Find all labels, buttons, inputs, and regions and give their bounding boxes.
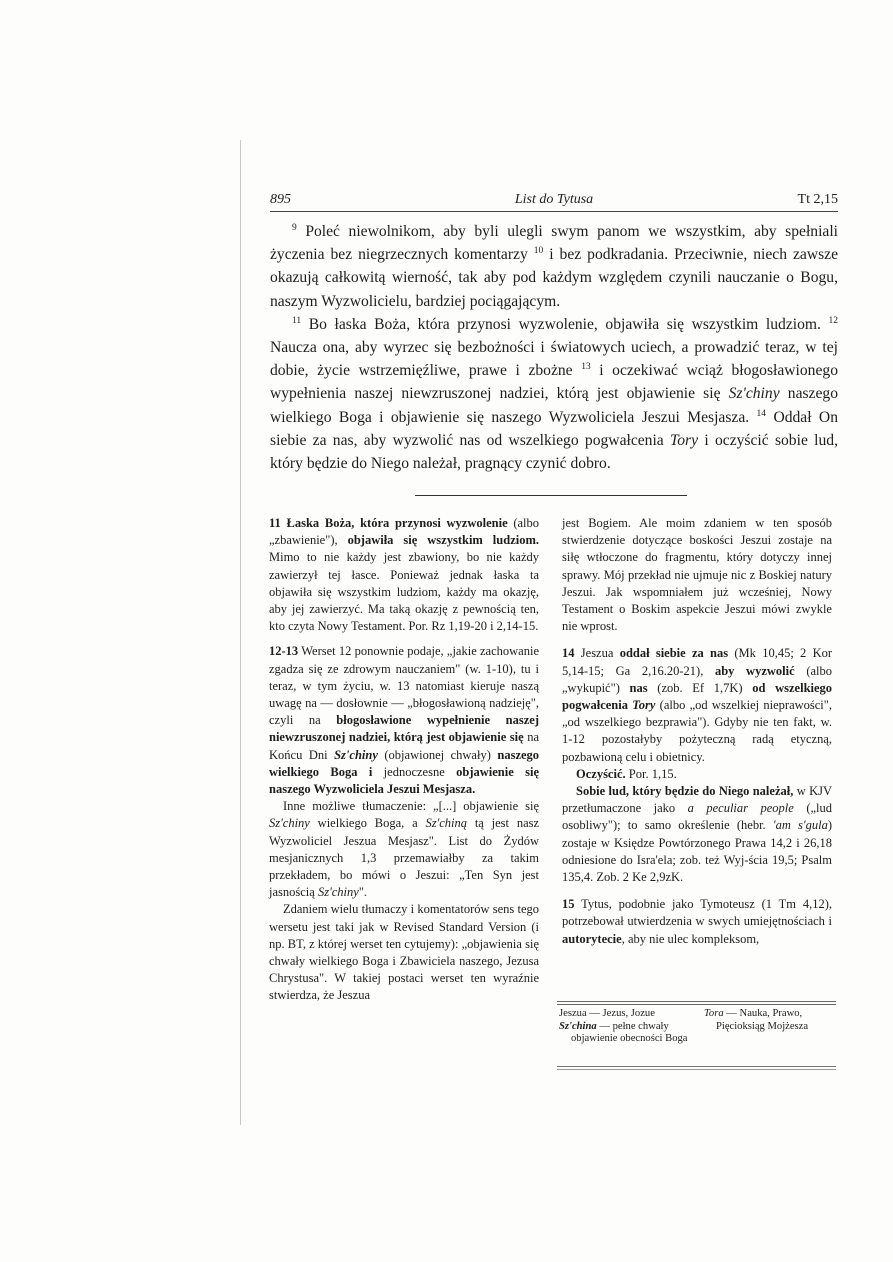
verse-9: Poleć niewolnikom, aby byli ulegli swym panom we wszystkim, aby spełniali życzenia bez niegrzecznych komentarzy — [270, 223, 838, 264]
glossary-term: Tora — [704, 1008, 724, 1019]
note-12-13-alternative — [269, 798, 539, 901]
note-keyword: autorytecie — [562, 931, 622, 946]
glossary-rule — [557, 1066, 836, 1067]
page-number: 895 — [270, 192, 291, 207]
running-header — [270, 192, 838, 210]
note-15 — [562, 896, 832, 948]
note-term: 'am s'gula — [772, 818, 828, 833]
verse-14: Oddał On siebie za nas, aby wyzwolić nas od wszelkiego pogwałcenia — [270, 408, 838, 449]
scripture-text — [270, 220, 838, 475]
note-keyword: od wszelkiego pogwałcenia — [562, 680, 833, 713]
term-shekhina: Sz'chiny — [728, 385, 780, 403]
book-title: List do Tytusa — [514, 192, 594, 207]
note-text: Por. 1,15. — [628, 766, 677, 781]
verse-number: 14 — [756, 408, 767, 419]
verse-number: 10 — [533, 246, 544, 257]
note-label: 14 — [562, 646, 575, 661]
note-11 — [269, 515, 539, 635]
glossary-term: Sz'china — [559, 1020, 597, 1032]
verse-number: 11 — [292, 315, 302, 326]
note-text: Mimo to nie każdy jest zbawiony, bo nie każdy zawierzył tej łasce. Ponieważ jednak łaska ta objawiła się wszystkim ludziom, każdy ma okazję, aby jej zawierzyć. Ma taką okazję z pewnością ten, kto czyta Nowy Testament. Por. Rz 1,19-20 i 2,14-15. — [269, 550, 539, 634]
verse-11: Bo łaska Boża, która przynosi wyzwolenie, objawiła się wszystkim ludziom. — [308, 315, 821, 333]
verse-13-end: naszego wielkiego Boga i objawienie się naszego Wyzwoliciela Jeszui Mesjasza. — [270, 385, 838, 426]
verse-number: 12 — [828, 315, 838, 326]
verse-12: Naucza ona, aby wyrzec się bezbożności i światowych uciech, a prowadzić teraz, w tej dobie, życie wstrzemięźliwe, prawe i zbożne — [270, 339, 838, 380]
note-keyword: Sobie lud, który będzie do Niego należał, — [576, 784, 794, 799]
note-text: (objawionej chwały) — [384, 747, 491, 762]
note-keyword: objawienie się naszego Wyzwoliciela Jeszui Mesjasza. — [269, 764, 540, 797]
note-keyword: nas — [629, 680, 648, 695]
note-text: wielkiego Boga, a — [317, 816, 418, 831]
glossary-definition: — Nauka, Prawo, Pięcioksiąg Mojżesza — [716, 1008, 809, 1032]
note-text: ". — [358, 885, 368, 900]
glossary-entry-szchina — [559, 1021, 699, 1046]
note-12-13 — [269, 643, 539, 798]
chapter-verse-reference: Tt 2,15 — [797, 192, 838, 207]
commentary-right-column — [562, 515, 832, 948]
note-text: tą jest nasz Wyzwoliciel Jeszua Mesjasz". List do Żydów mesjanicznych 1,3 przemawiałby za takim przekładem, bo mówi o Jeszui: „Ten Syn jest jasnością — [269, 816, 540, 900]
glossary-entry-jeszua: Jeszua — Jezus, Jozue — [559, 1008, 655, 1019]
note-term: Sz'chiny — [269, 816, 310, 831]
note-keyword: Sz'chiny — [334, 747, 378, 762]
note-text: Tytus, podobnie jako Tymoteusz (1 Tm 4,12), potrzebował utwierdzenia w swych umiejętnościach i — [562, 897, 832, 929]
note-text: ) zostaje w Księdze Powtórzonego Prawa 14,2 i 26,18 odniesione do Isra'ela; zob. też Wyj-ścia 19,5; Psalm 135,4. Zob. 2 Ke 2,9zK. — [562, 818, 832, 885]
glossary-rule — [557, 1069, 836, 1070]
note-keyword: naszego wielkiego Boga i — [269, 747, 540, 779]
note-label: 15 — [562, 897, 575, 912]
glossary-entry-tora — [704, 1008, 836, 1033]
scan-edge-line — [240, 140, 241, 1125]
note-text: Werset 12 ponownie podaje, „jakie zachowanie zgadza się ze zdrowym nauczaniem" (w. 1-10), tu i teraz, w tym życiu, w. 13 natomiast kieruje naszą uwagę na — dosłownie — „błogosławioną nadzieję", czyli na — [269, 644, 539, 728]
note-12-13-translators: Zdaniem wielu tłumaczy i komentatorów sens tego wersetu jest taki jak w Revised Standard Version (i np. BT, z której werset ten cytujemy): „objawienia się chwały wielkiego Boga i Zbawiciela naszego, Jezusa Chrystusa". W takiej postaci werset ten wyraźnie stwierdza, że Jeszua — [269, 902, 539, 1003]
note-keyword: objawiła się wszystkim ludziom. — [347, 533, 539, 548]
note-text: jednoczesne — [383, 764, 445, 779]
verse-10: i bez podkradania. Przeciwnie, niech zawsze okazują całkowitą wierność, tak aby pod każdym względem czynili nauczanie o Bogu, naszym Wyzwolicielu, bardziej pociągającym. — [270, 246, 838, 310]
note-text: (albo „wykupić") — [562, 663, 832, 695]
note-text: Inne możliwe tłumaczenie: „[...] objawienie się — [283, 799, 539, 814]
note-term: a peculiar people — [687, 801, 794, 816]
note-keyword: aby wyzwolić — [714, 663, 795, 678]
note-keyword: Tory — [632, 698, 656, 713]
note-keyword: Łaska Boża, która przynosi wyzwolenie — [286, 516, 508, 530]
verse-number: 9 — [292, 223, 297, 233]
note-text: w KJV przetłumaczone jako — [562, 784, 833, 816]
header-rule — [270, 211, 838, 212]
note-text: , aby nie ulec kompleksom, — [621, 931, 760, 946]
note-keyword: błogosławione wypełnienie naszej niewzruszonej nadziei, którą jest objawienie się — [269, 713, 539, 745]
term-tora: Tory — [670, 431, 699, 449]
note-text: (Mk 10,45; 2 Kor 5,14-15; Ga 2,16.20-21), — [562, 646, 833, 678]
glossary-rule — [557, 1004, 836, 1005]
note-14 — [562, 645, 832, 765]
verse-14-end: i oczyścić sobie lud, który będzie do Niego należał, pragnący czynić dobro. — [270, 431, 838, 473]
note-term: Sz'chiny — [317, 885, 359, 900]
note-text: („lud osobliwy"); to samo określenie (hebr. — [562, 801, 832, 833]
text-commentary-separator — [415, 495, 687, 496]
verse-13: i oczekiwać wciąż błogosławionego wypełnienia naszej niewzruszonej nadziei, którą jest objawienie się — [270, 362, 838, 403]
glossary-definition: — pełne chwały objawienie obecności Boga — [571, 1020, 688, 1045]
note-label: 11 — [269, 516, 281, 530]
note-12-13-continued: jest Bogiem. Ale moim zdaniem w ten sposób stwierdzenie dotyczące boskości Jeszui zostaje na siłę wtłoczone do fragmentu, który dotyczy innej sprawy. Mój przekład nie ujmuje nic z Boskiej natury Jeszui. Jak wspomniałem już wcześniej, Nowy Testament o Boskim aspekcie Jeszui mówi zwykle nie wprost. — [562, 516, 832, 634]
note-keyword: oddał siebie za nas — [619, 646, 729, 661]
note-keyword: Oczyścić. — [576, 766, 626, 781]
commentary-left-column — [269, 515, 539, 1005]
glossary-right — [704, 1008, 836, 1033]
paragraph-verses-9-10 — [270, 220, 838, 313]
note-text: (zob. Ef 1,7K) — [657, 680, 743, 695]
verse-number: 13 — [581, 362, 591, 373]
note-text: (albo „od wszelkiej nieprawości", „od wszelkiego bezprawia"). Gdyby nie ten fakt, w. 1-12 pozostałyby pożyteczną radą etyczną, pozbawioną celu i obietnicy. — [562, 698, 833, 764]
note-text: (albo „zbawienie"), — [269, 516, 540, 548]
note-text: na Końcu Dni — [269, 730, 539, 762]
note-label: 12-13 — [269, 644, 299, 659]
glossary-left — [559, 1008, 699, 1046]
note-text: Jeszua — [580, 646, 614, 661]
note-14-purify — [562, 766, 832, 783]
paragraph-verses-11-14 — [270, 313, 838, 475]
note-14-people — [562, 783, 832, 886]
glossary-rule — [557, 1001, 836, 1002]
note-term: Sz'chiną — [425, 816, 468, 831]
